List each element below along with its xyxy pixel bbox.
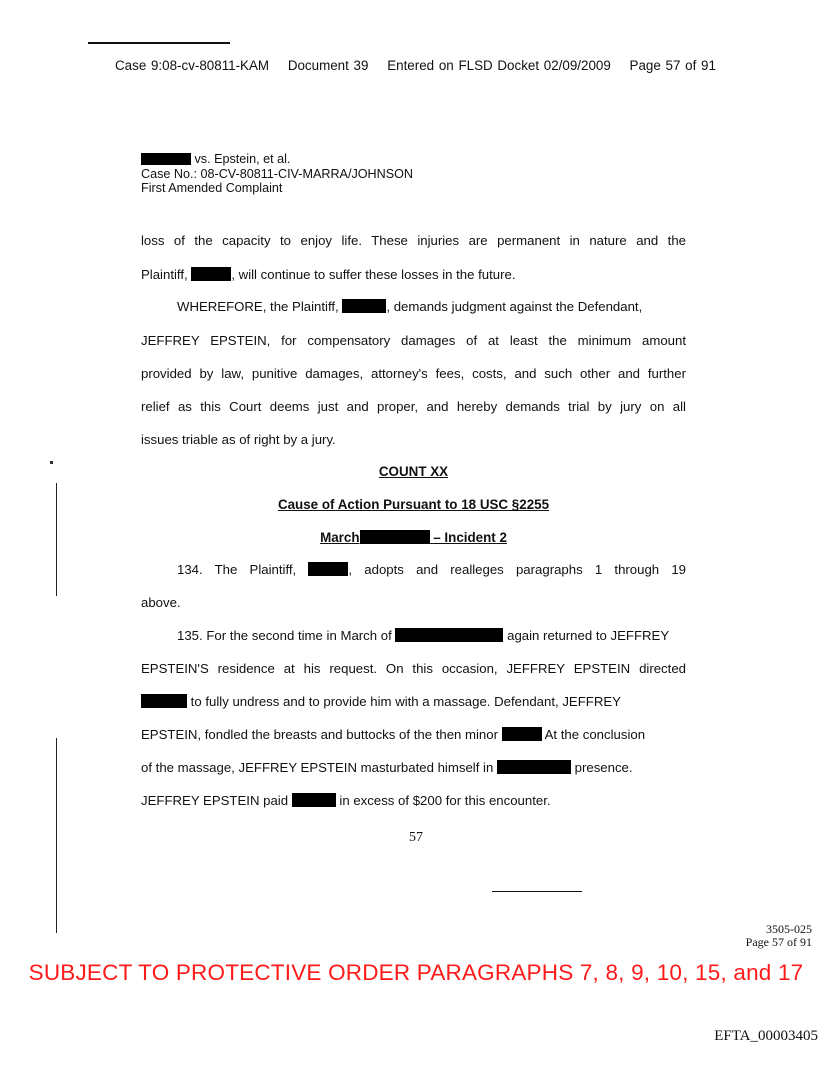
caption-line-3: First Amended Complaint bbox=[141, 181, 283, 196]
redaction bbox=[308, 562, 348, 576]
para1-line-1: loss of the capacity to enjoy life. These injuries are permanent in nature and the bbox=[141, 233, 686, 248]
para2-line-5: issues triable as of right by a jury. bbox=[141, 432, 336, 447]
page-number: 57 bbox=[409, 830, 423, 845]
case-caption bbox=[141, 152, 413, 196]
para2-line-2: JEFFREY EPSTEIN, for compensatory damages of at least the minimum amount bbox=[141, 333, 686, 348]
para2-line-1: WHEREFORE, the Plaintiff, , demands judgment against the Defendant, bbox=[177, 299, 643, 314]
case-number: Case 9:08-cv-80811-KAM bbox=[115, 58, 270, 73]
entered-date: Entered on FLSD Docket 02/09/2009 bbox=[387, 58, 611, 73]
docket-header bbox=[115, 58, 730, 73]
count-title: COUNT XX bbox=[378, 464, 449, 479]
efta-number: EFTA_00003405 bbox=[714, 1028, 818, 1044]
cause-of-action: Cause of Action Pursuant to 18 USC §2255 bbox=[277, 497, 550, 512]
top-rule bbox=[88, 42, 230, 44]
redaction bbox=[141, 153, 191, 165]
protective-order-notice: SUBJECT TO PROTECTIVE ORDER PARAGRAPHS 7, 8, 9, 10, 15, and 17 bbox=[28, 960, 804, 985]
redaction bbox=[191, 267, 231, 281]
para2-line-3: provided by law, punitive damages, attorney's fees, costs, and such other and further bbox=[141, 366, 686, 381]
redaction bbox=[360, 530, 430, 544]
redaction bbox=[292, 793, 336, 807]
para2-line-4: relief as this Court deems just and proper, and hereby demands trial by jury on all bbox=[141, 399, 686, 414]
para135-line-6: JEFFREY EPSTEIN paid in excess of $200 for this encounter. bbox=[141, 793, 551, 808]
para1-line-2: Plaintiff, , will continue to suffer these losses in the future. bbox=[141, 267, 516, 282]
stamp-line-2: Page 57 of 91 bbox=[745, 935, 812, 949]
margin-bar-upper bbox=[56, 483, 57, 596]
redaction bbox=[342, 299, 386, 313]
para135-line-2: EPSTEIN'S residence at his request. On this occasion, JEFFREY EPSTEIN directed bbox=[141, 661, 686, 676]
caption-line-2: Case No.: 08-CV-80811-CIV-MARRA/JOHNSON bbox=[141, 166, 414, 181]
margin-dot bbox=[50, 461, 53, 464]
bottom-rule bbox=[492, 891, 582, 892]
redaction bbox=[395, 628, 503, 642]
bates-stamp bbox=[746, 923, 812, 949]
document-number: Document 39 bbox=[287, 58, 369, 73]
para135-line-3: to fully undress and to provide him with a massage. Defendant, JEFFREY bbox=[141, 694, 686, 709]
para134-line-1: 134. The Plaintiff, , adopts and realleges paragraphs 1 through 19 bbox=[177, 562, 687, 577]
redaction bbox=[497, 760, 571, 774]
stamp-line-1: 3505-025 bbox=[766, 922, 812, 936]
para135-line-5: of the massage, JEFFREY EPSTEIN masturbated himself in presence. bbox=[141, 760, 633, 775]
para134-line-2: above. bbox=[141, 595, 181, 610]
para135-line-1: 135. For the second time in March of again returned to JEFFREY bbox=[177, 628, 670, 643]
para135-line-4: EPSTEIN, fondled the breasts and buttocks of the then minor At the conclusion bbox=[141, 727, 646, 742]
incident-heading: March – Incident 2 bbox=[320, 530, 507, 545]
caption-line-1: vs. Epstein, et al. bbox=[194, 152, 291, 166]
redaction bbox=[502, 727, 542, 741]
header-page: Page 57 of 91 bbox=[629, 58, 716, 73]
redaction bbox=[141, 694, 187, 708]
